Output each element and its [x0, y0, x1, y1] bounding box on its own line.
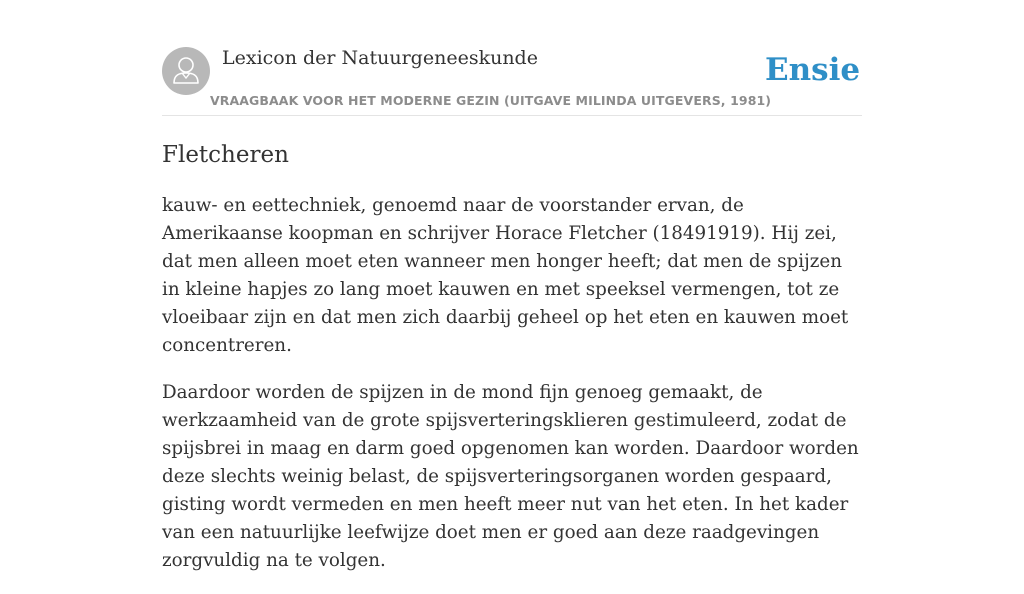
entry-paragraph: kauw- en eettechniek, genoemd naar de voorstander ervan, de Amerikaanse koopman en schrijver Horace Fletcher (18491919). Hij zei, dat men alleen moet eten wanneer men honger heeft; dat men de spijzen in kleine hapjes zo lang moet kauwen en met speeksel vermengen, tot ze vloeibaar zijn en dat men zich daarbij geheel op het eten en kauwen moet concentreren.	[162, 195, 849, 356]
user-icon	[162, 47, 210, 95]
header-divider	[162, 115, 862, 116]
ensie-logo[interactable]: Ensie	[765, 52, 861, 88]
entry-title: Fletcheren	[162, 142, 289, 168]
entry-content	[162, 192, 862, 594]
entry-paragraph: Daardoor worden de spijzen in de mond fijn genoeg gemaakt, de werkzaamheid van de grote spijsverteringsklieren gestimuleerd, zodat de spijsbrei in maag en darm goed opgenomen kan worden. Daardoor worden deze slechts weinig belast, de spijsverteringsorganen worden gespaard, gisting wordt vermeden en men heeft meer nut van het eten. In het kader van een natuurlijke leefwijze doet men er goed aan deze raadgevingen zorgvuldig na te volgen.	[162, 382, 859, 571]
source-subtitle: VRAAGBAAK VOOR HET MODERNE GEZIN (UITGAVE MILINDA UITGEVERS, 1981)	[210, 93, 772, 108]
source-title-link[interactable]: Lexicon der Natuurgeneeskunde	[222, 47, 538, 69]
source-avatar[interactable]	[162, 47, 210, 95]
